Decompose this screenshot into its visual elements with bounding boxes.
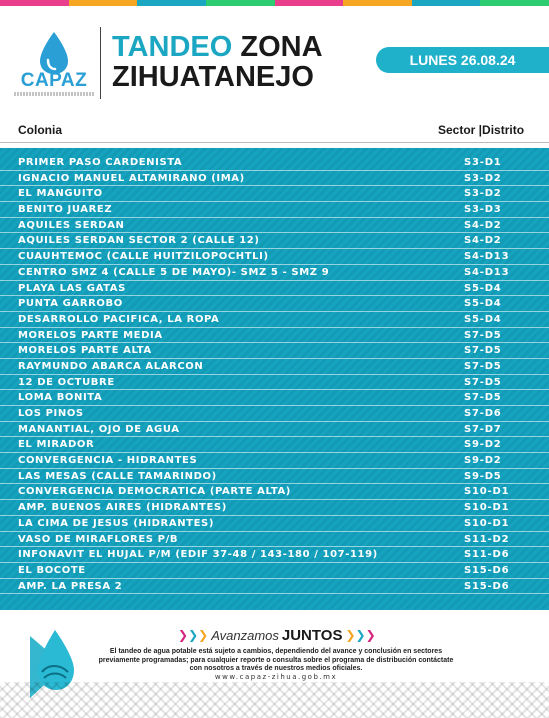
top-color-segment bbox=[206, 0, 275, 6]
colonia-cell: RAYMUNDO ABARCA ALARCON bbox=[18, 360, 204, 372]
column-header-colonia: Colonia bbox=[18, 123, 62, 137]
table-row bbox=[0, 218, 549, 234]
sector-cell: S7-D6 bbox=[464, 408, 502, 419]
header-rule bbox=[0, 142, 549, 143]
top-color-segment bbox=[343, 0, 412, 6]
table-row bbox=[0, 249, 549, 265]
colonia-cell: IGNACIO MANUEL ALTAMIRANO (IMA) bbox=[18, 172, 245, 184]
slogan-word-avanzamos: Avanzamos bbox=[211, 627, 279, 643]
column-header-sector: Sector |Distrito bbox=[438, 123, 525, 137]
sector-cell: S3-D1 bbox=[464, 157, 502, 168]
top-color-segment bbox=[480, 0, 549, 6]
table-row bbox=[0, 547, 549, 563]
slogan-word-juntos: JUNTOS bbox=[281, 626, 343, 644]
colonia-cell: AQUILES SERDAN SECTOR 2 (CALLE 12) bbox=[18, 235, 260, 247]
sector-cell: S3-D2 bbox=[464, 188, 502, 200]
table-row bbox=[0, 406, 549, 422]
sector-cell: S11-D2 bbox=[464, 533, 510, 545]
table-row bbox=[0, 171, 549, 187]
sector-cell: S15-D6 bbox=[464, 564, 510, 576]
sector-cell: S4-D13 bbox=[464, 251, 510, 263]
table-row bbox=[0, 312, 549, 328]
colonia-cell: LOMA BONITA bbox=[18, 392, 103, 404]
sector-cell: S5-D4 bbox=[464, 313, 502, 325]
top-color-segment bbox=[69, 0, 138, 6]
chevrons-icon: ❯❯❯ bbox=[178, 628, 209, 642]
sector-cell: S3-D3 bbox=[464, 204, 502, 216]
sector-cell: S7-D5 bbox=[464, 376, 502, 388]
colonia-cell: INFONAVIT EL HUJAL P/M (EDIF 37-48 / 143-180 / 107-119) bbox=[18, 549, 378, 561]
decorative-pattern bbox=[0, 682, 549, 718]
colonia-cell: AMP. BUENOS AIRES (HIDRANTES) bbox=[18, 502, 227, 514]
sector-cell: S9-D2 bbox=[464, 455, 502, 467]
table-row bbox=[0, 155, 549, 171]
table-row bbox=[0, 296, 549, 312]
sector-cell: S10-D1 bbox=[464, 517, 510, 529]
colonia-cell: MORELOS PARTE MEDIA bbox=[18, 329, 163, 341]
top-color-segment bbox=[137, 0, 206, 6]
colonia-cell: PLAYA LAS GATAS bbox=[18, 282, 126, 294]
table-row bbox=[0, 233, 549, 249]
sector-cell: S5-D4 bbox=[464, 298, 502, 310]
colonia-cell: 12 DE OCTUBRE bbox=[18, 376, 115, 388]
colonia-cell: VASO DE MIRAFLORES P/B bbox=[18, 533, 179, 545]
table-row bbox=[0, 390, 549, 406]
colonia-cell: LAS MESAS (CALLE TAMARINDO) bbox=[18, 470, 217, 482]
colonia-cell: MORELOS PARTE ALTA bbox=[18, 345, 152, 357]
table-row bbox=[0, 453, 549, 469]
top-color-segment bbox=[275, 0, 344, 6]
sector-cell: S7-D5 bbox=[464, 360, 502, 372]
header-divider bbox=[100, 27, 101, 99]
table-row bbox=[0, 469, 549, 485]
sector-cell: S9-D5 bbox=[464, 470, 502, 482]
top-color-segment bbox=[0, 0, 69, 6]
top-color-bar bbox=[0, 0, 549, 6]
table-row bbox=[0, 516, 549, 532]
colonia-cell: EL BOCOTE bbox=[18, 564, 86, 576]
table-row bbox=[0, 202, 549, 218]
colonia-cell: PRIMER PASO CARDENISTA bbox=[18, 157, 183, 168]
table-row bbox=[0, 359, 549, 375]
sector-cell: S7-D5 bbox=[464, 345, 502, 357]
table-row bbox=[0, 328, 549, 344]
table-row bbox=[0, 563, 549, 579]
sector-cell: S10-D1 bbox=[464, 502, 510, 514]
sector-cell: S4-D2 bbox=[464, 235, 502, 247]
logo-subtitle bbox=[14, 92, 94, 96]
colonia-cell: EL MANGUITO bbox=[18, 188, 103, 200]
colonia-cell: LOS PINOS bbox=[18, 408, 84, 419]
table-row bbox=[0, 422, 549, 438]
title-word-tandeo: TANDEO bbox=[112, 31, 233, 63]
sector-cell: S4-D2 bbox=[464, 219, 502, 231]
logo-text: CAPAZ bbox=[20, 70, 88, 91]
colonia-cell: AQUILES SERDAN bbox=[18, 219, 125, 231]
sector-cell: S11-D6 bbox=[464, 549, 510, 561]
website-link[interactable]: www.capaz-zihua.gob.mx bbox=[214, 673, 338, 681]
page-title bbox=[112, 32, 323, 62]
colonia-cell: LA CIMA DE JESUS (HIDRANTES) bbox=[18, 517, 214, 529]
date-badge: LUNES 26.08.24 bbox=[376, 47, 549, 73]
table-row bbox=[0, 281, 549, 297]
top-color-segment bbox=[412, 0, 481, 6]
table-row bbox=[0, 437, 549, 453]
colonia-cell: EL MIRADOR bbox=[18, 439, 95, 451]
table-row bbox=[0, 500, 549, 516]
sector-cell: S9-D2 bbox=[464, 439, 502, 451]
table-row bbox=[0, 186, 549, 202]
colonia-cell: BENITO JUAREZ bbox=[18, 204, 113, 216]
sector-cell: S15-D6 bbox=[464, 580, 510, 592]
colonia-cell: CONVERGENCIA DEMOCRATICA (PARTE ALTA) bbox=[18, 486, 291, 498]
table-row bbox=[0, 579, 549, 595]
colonia-cell: CONVERGENCIA - HIDRANTES bbox=[18, 455, 198, 467]
sector-cell: S4-D13 bbox=[464, 266, 510, 278]
disclaimer-text: El tandeo de agua potable está sujeto a cambios, dependiendo del avance y conclusión en sectores previamente programadas; para cualquier reporte o consulta sobre el programa de distribución contáctate con nosotros a través de nuestros medios oficiales. bbox=[98, 648, 454, 672]
table-row bbox=[0, 375, 549, 391]
sector-cell: S3-D2 bbox=[464, 172, 502, 184]
colonia-cell: DESARROLLO PACIFICA, LA ROPA bbox=[18, 313, 220, 325]
schedule-table bbox=[0, 155, 549, 594]
table-row bbox=[0, 532, 549, 548]
sector-cell: S7-D5 bbox=[464, 329, 502, 341]
sector-cell: S5-D4 bbox=[464, 282, 502, 294]
page-title-line2: ZIHUATANEJO bbox=[112, 61, 314, 93]
table-row bbox=[0, 265, 549, 281]
slogan bbox=[178, 626, 376, 644]
colonia-cell: AMP. LA PRESA 2 bbox=[18, 580, 123, 592]
colonia-cell: CUAUHTEMOC (CALLE HUITZILOPOCHTLI) bbox=[18, 251, 269, 263]
colonia-cell: CENTRO SMZ 4 (CALLE 5 DE MAYO)- SMZ 5 - SMZ 9 bbox=[18, 266, 330, 278]
sector-cell: S10-D1 bbox=[464, 486, 510, 498]
table-row bbox=[0, 484, 549, 500]
colonia-cell: MANANTIAL, OJO DE AGUA bbox=[18, 423, 180, 435]
table-row bbox=[0, 343, 549, 359]
chevrons-right-icon: ❯❯❯ bbox=[345, 628, 376, 642]
colonia-cell: PUNTA GARROBO bbox=[18, 298, 123, 310]
title-word-zona: ZONA bbox=[240, 31, 323, 63]
sector-cell: S7-D7 bbox=[464, 423, 502, 435]
sector-cell: S7-D5 bbox=[464, 392, 502, 404]
